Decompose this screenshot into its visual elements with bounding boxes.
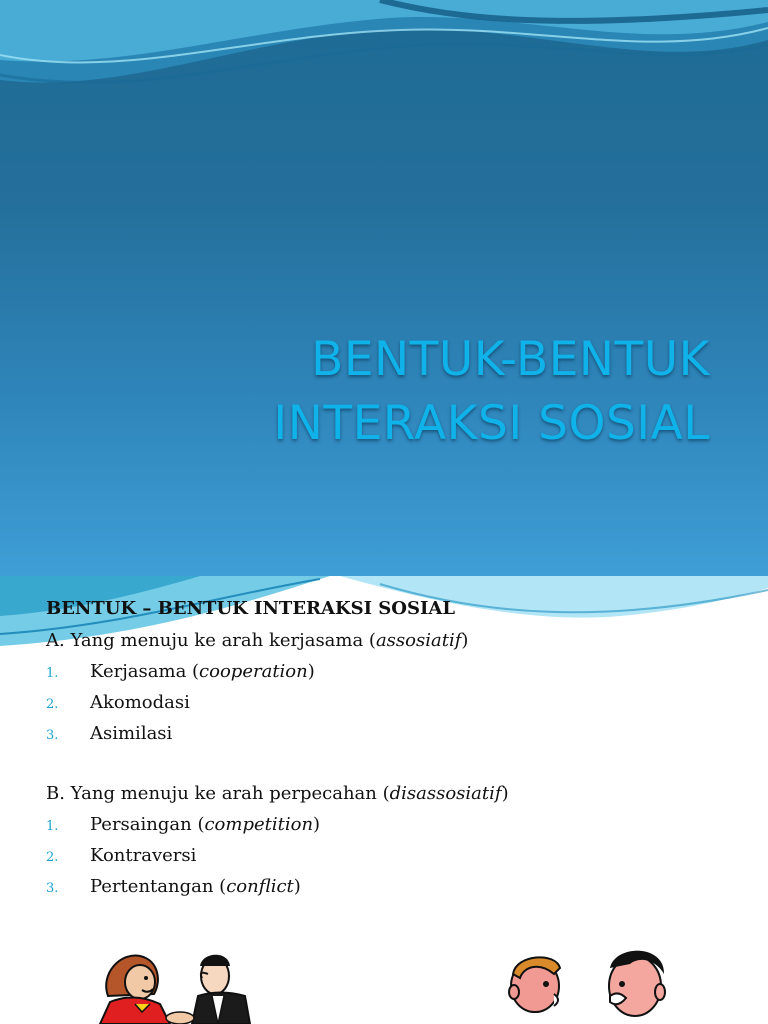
item-number: 2. [46,697,59,712]
item-number: 1. [46,666,59,681]
section-a-prefix: A. Yang menuju ke arah kerjasama ( [46,630,376,651]
section-b-suffix: ) [501,783,509,804]
item-text: Pertentangan ( [90,876,227,897]
content-heading: BENTUK – BENTUK INTERAKSI SOSIAL [46,598,456,619]
title-line-2: INTERAKSI SOSIAL [273,396,710,451]
conflict-cartoon-image [480,944,700,1024]
list-item [46,840,509,871]
item-number: 3. [46,728,59,743]
section-a-suffix: ) [461,630,469,651]
section-a-term: assosiatif [375,630,462,651]
item-term: conflict [226,876,294,897]
cooperation-cartoon-image [80,934,310,1024]
item-number: 3. [46,881,59,896]
list-item [46,687,509,718]
item-text: Kerjasama ( [90,661,200,682]
section-b-prefix: B. Yang menuju ke arah perpecahan ( [46,783,390,804]
section-a-label [46,626,509,656]
list-item [46,718,509,749]
list-item [46,656,509,687]
content-slide [0,576,768,1024]
item-suffix: ) [313,814,321,835]
item-text: Persaingan ( [90,814,205,835]
item-term: competition [204,814,314,835]
decorative-waves [0,0,768,120]
item-suffix: ) [293,876,301,897]
item-number: 1. [46,819,59,834]
item-term: cooperation [199,661,308,682]
item-text: Akomodasi [90,692,190,713]
title-line-1: BENTUK-BENTUK [311,332,710,387]
section-b-label [46,779,509,809]
slide-title [273,328,710,456]
item-suffix: ) [307,661,315,682]
list-item [46,871,509,902]
list-item [46,809,509,840]
item-number: 2. [46,850,59,865]
item-text: Kontraversi [90,845,197,866]
section-b-term: disassosiatif [389,783,502,804]
item-text: Asimilasi [90,723,173,744]
slide-content [46,596,509,902]
